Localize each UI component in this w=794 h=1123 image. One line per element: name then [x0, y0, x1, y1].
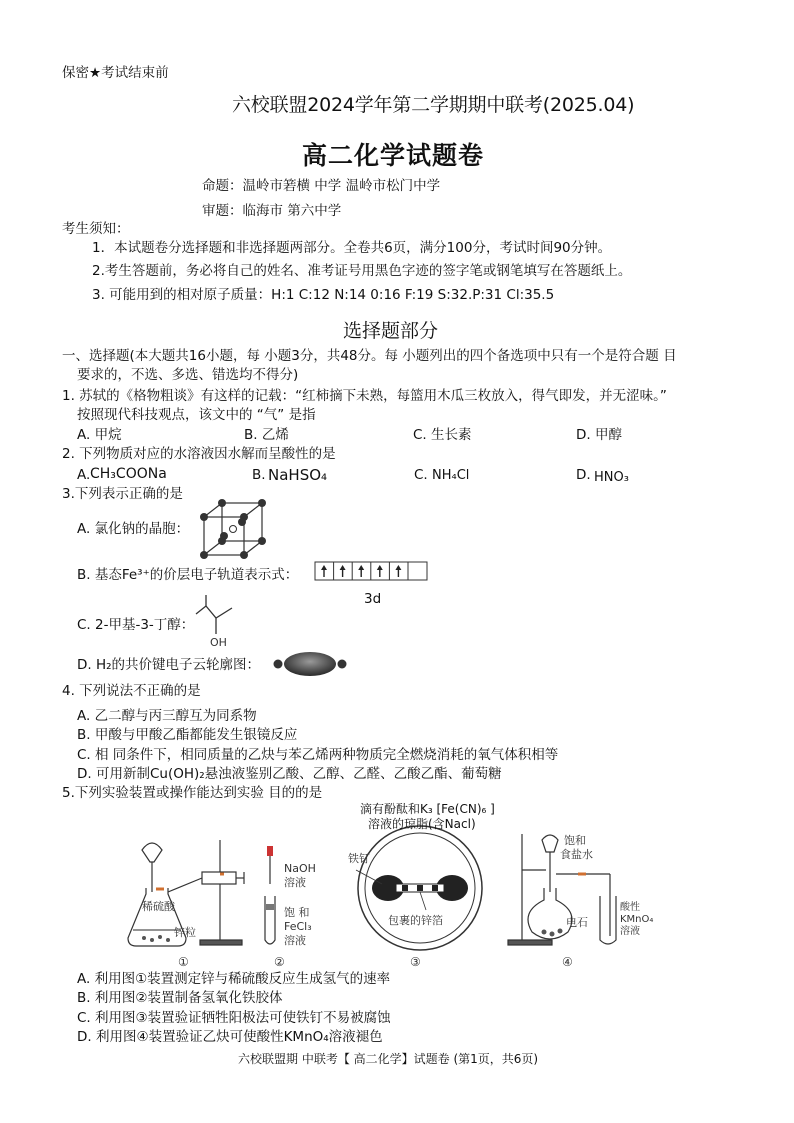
f4-label-brine: 食盐水 — [560, 848, 593, 861]
f3-caption-line-2: 溶液的琼脂(含Nacl) — [368, 817, 476, 831]
q1-option-c: C. 生长素 — [413, 427, 472, 443]
q1-option-a: A. 甲烷 — [77, 427, 122, 443]
f2-label-fecl3: FeCl₃ — [284, 920, 312, 933]
f2-label-solution-2: 溶液 — [284, 934, 306, 947]
skeletal-formula-figure — [192, 594, 242, 650]
q4-stem: 4. 下列说法不正确的是 — [62, 683, 201, 699]
q3-option-a: A. 氯化钠的晶胞： — [77, 521, 190, 537]
q2-option-a: CH₃COONa — [90, 466, 167, 482]
fig-number-2: ② — [274, 955, 285, 969]
q2-option-d-letter: D. — [576, 467, 591, 483]
apparatus-3-figure — [356, 826, 482, 950]
q3-option-d: D. H₂的共价键电子云轮廓图： — [77, 657, 261, 673]
f3-caption-line-1: 滴有酚酞和K₃ [Fe(CN)₆ ] — [360, 802, 495, 816]
orbital-3d-label: 3d — [364, 591, 382, 607]
f1-label-zinc: 锌粒 — [174, 926, 196, 939]
q2-stem: 2. 下列物质对应的水溶液因水解而呈酸性的是 — [62, 446, 336, 462]
q5-option-c: C. 利用图③装置验证牺牲阳极法可使铁钉不易被腐蚀 — [77, 1010, 391, 1026]
q3-stem: 3.下列表示正确的是 — [62, 486, 183, 502]
q5-option-d: D. 利用图④装置验证乙炔可使酸性KMnO₄溶液褪色 — [77, 1029, 383, 1045]
q1-option-d: D. 甲醇 — [576, 427, 622, 443]
q2-option-d: HNO₃ — [594, 470, 629, 485]
f2-label-naoh: NaOH — [284, 862, 316, 875]
instructions-line-2: 要求的，不选、多选、错选均不得分) — [77, 367, 299, 383]
f2-label-saturated: 饱 和 — [284, 906, 310, 919]
paper-title: 高二化学试题卷 — [302, 141, 485, 170]
f1-label-acid: 稀硫酸 — [142, 900, 175, 913]
h2-electron-cloud-figure — [270, 649, 350, 679]
f2-label-solution-1: 溶液 — [284, 876, 306, 889]
hydroxyl-label: OH — [210, 636, 227, 649]
setter-line: 命题：温岭市箬横 中学 温岭市松门中学 — [202, 178, 441, 194]
q4-option-a: A. 乙二醇与丙三醇互为同系物 — [77, 708, 257, 724]
fig-number-3: ③ — [410, 955, 421, 969]
q5-stem: 5.下列实验装置或操作能达到实验 目的的是 — [62, 785, 323, 801]
notice-item-3: 3. 可能用到的相对原子质量：H:1 C:12 N:14 0:16 F:19 S:32.P:31 Cl:35.5 — [92, 287, 555, 303]
exam-title: 六校联盟2024学年第二学期期中联考(2025.04) — [232, 94, 635, 116]
fig-number-4: ④ — [562, 955, 573, 969]
f4-label-acidic: 酸性 — [620, 902, 640, 913]
fig-number-1: ① — [178, 955, 189, 969]
f4-label-saturated: 饱和 — [564, 834, 586, 847]
q2-option-b: NaHSO₄ — [268, 466, 328, 484]
q5-option-a: A. 利用图①装置测定锌与稀硫酸反应生成氢气的速率 — [77, 971, 391, 987]
q3-option-b: B. 基态Fe³⁺的价层电子轨道表示式： — [77, 567, 299, 583]
q2-option-b-letter: B. — [252, 467, 266, 483]
notice-item-1: 1．本试题卷分选择题和非选择题两部分。全卷共6页，满分100分，考试时间90分钟。 — [92, 240, 612, 256]
q3-option-c: C. 2-甲基-3-丁醇： — [77, 617, 195, 633]
q1-stem-line-1: 1. 苏轼的《格物粗谈》有这样的记载：“红柿摘下未熟，每篮用木瓜三枚放入，得气即发，并无涩味。” — [62, 388, 667, 404]
q4-option-c: C. 相 同条件下，相同质量的乙炔与苯乙烯两种物质完全燃烧消耗的氧气体积相等 — [77, 747, 559, 763]
reviewer-line: 审题：临海市 第六中学 — [202, 203, 342, 219]
q4-option-b: B. 甲酸与甲酸乙酯都能发生银镜反应 — [77, 727, 298, 743]
apparatus-2-figure — [265, 846, 275, 944]
f3-label-nail: 铁钉 — [348, 852, 370, 865]
q2-option-a-letter: A. — [77, 467, 91, 483]
page-footer: 六校联盟期 中联考【 高二化学】试题卷 (第1页，共6页) — [238, 1052, 539, 1066]
f4-label-kmno4: KMnO₄ — [620, 914, 654, 925]
instructions-line-1: 一、选择题(本大题共16小题，每 小题3分，共48分。每 小题列出的四个备选项中只有一个是符合题 目 — [62, 348, 677, 364]
q1-option-b: B. 乙烯 — [244, 427, 289, 443]
f3-label-zinc-foil: 包裹的锌箔 — [388, 914, 443, 927]
q1-stem-line-2: 按照现代科技观点，该文中的 “气” 是指 — [77, 407, 316, 423]
confidential-mark: 保密★考试结束前 — [62, 65, 169, 81]
f4-label-carbide: 电石 — [566, 916, 588, 929]
f4-label-solution: 溶液 — [620, 926, 640, 937]
section-title: 选择题部分 — [343, 320, 439, 342]
3d-orbital-diagram — [314, 561, 428, 581]
q2-option-c: NH₄Cl — [432, 468, 470, 483]
q5-option-b: B. 利用图②装置制备氢氧化铁胶体 — [77, 990, 283, 1006]
q4-option-d: D. 可用新制Cu(OH)₂悬浊液鉴别乙酸、乙醇、乙醛、乙酸乙酯、葡萄糖 — [77, 766, 502, 782]
nacl-unit-cell-figure — [198, 499, 272, 561]
notice-item-2: 2.考生答题前，务必将自己的姓名、准考证号用黑色字迹的签字笔或钢笔填写在答题纸上。 — [92, 263, 632, 279]
notice-label: 考生须知： — [62, 221, 130, 237]
q2-option-c-letter: C. — [414, 467, 428, 483]
